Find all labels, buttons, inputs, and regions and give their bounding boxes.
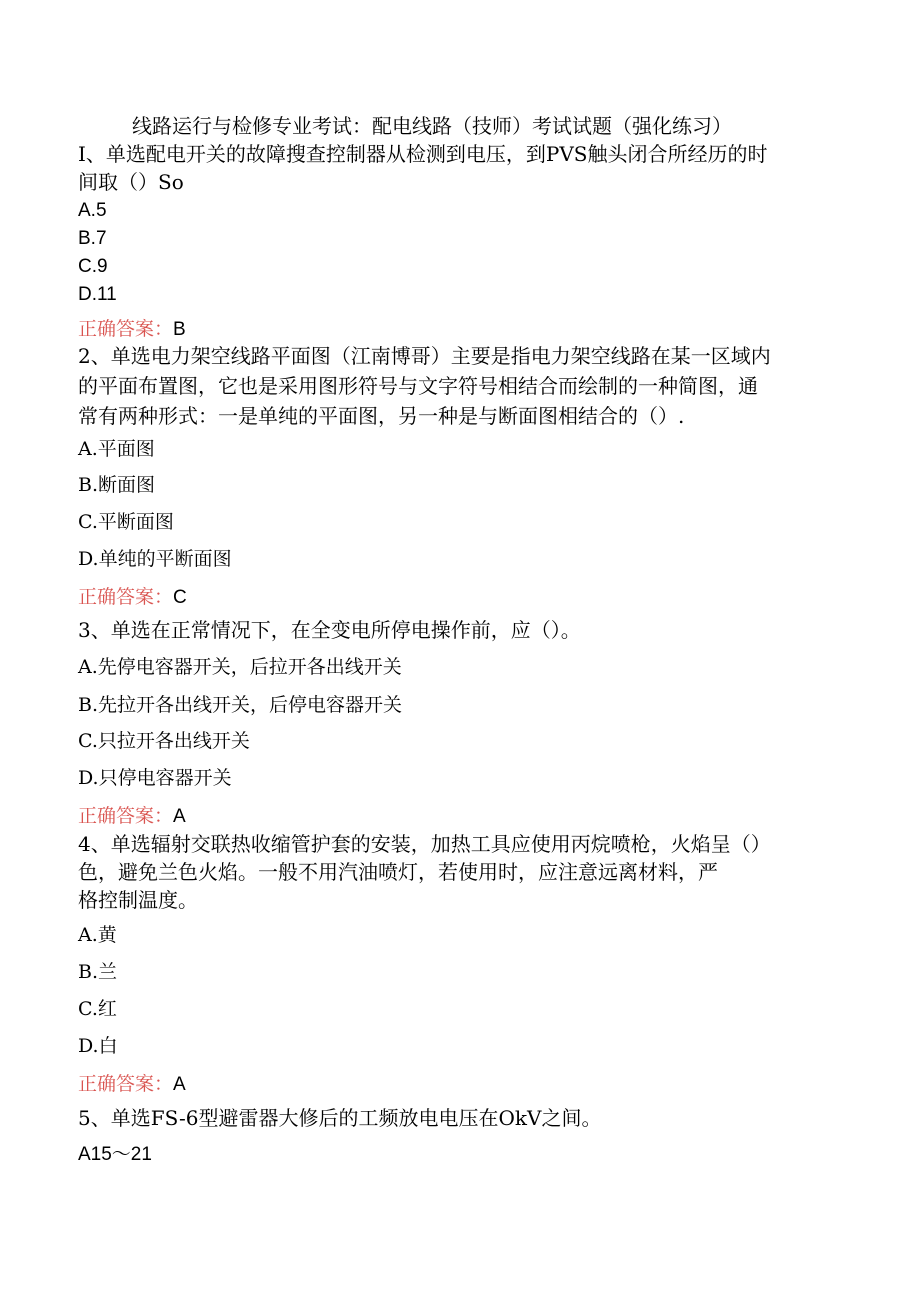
answer-value: A (173, 806, 186, 827)
answer-value: C (173, 587, 187, 608)
question-3-stem-line-1: 3、单选在正常情况下，在全变电所停电操作前，应（）。 (78, 618, 581, 642)
question-3-answer (78, 803, 186, 830)
question-4-stem-line-3: 格控制温度。 (78, 888, 198, 912)
question-2-option-d: D.单纯的平断面图 (78, 548, 232, 570)
question-4-stem-line-1: 4、单选辐射交联热收缩管护套的安装，加热工具应使用丙烷喷枪，火焰呈（） (78, 832, 771, 856)
question-5-option-a: A15～21 (78, 1144, 152, 1165)
question-4-stem-line-2: 色，避免兰色火焰。一般不用汽油喷灯，若使用时，应注意远离材料，严 (78, 860, 718, 884)
question-2-stem-line-3: 常有两种形式：一是单纯的平面图，另一种是与断面图相结合的（）. (78, 404, 685, 428)
document-title: 线路运行与检修专业考试：配电线路（技师）考试试题（强化练习） (132, 114, 732, 138)
answer-label: 正确答案： (78, 805, 174, 827)
question-5-stem-line-1: 5、单选FS-6型避雷器大修后的工频放电电压在OkV之间。 (78, 1106, 602, 1130)
question-1-stem-line-2: 间取（）So (78, 170, 184, 194)
question-3-option-b: B.先拉开各出线开关，后停电容器开关 (78, 694, 403, 716)
question-4-option-a: A.黄 (78, 924, 117, 946)
question-1-option-d: D.11 (78, 284, 117, 305)
answer-label: 正确答案： (78, 586, 174, 608)
question-2-option-a: A.平面图 (78, 438, 155, 460)
question-3-option-c: C.只拉开各出线开关 (78, 730, 250, 752)
question-1-option-c: C.9 (78, 256, 108, 277)
question-3-option-d: D.只停电容器开关 (78, 767, 232, 789)
question-2-option-b: B.断面图 (78, 474, 156, 496)
question-2-option-c: C.平断面图 (78, 511, 174, 533)
answer-label: 正确答案： (78, 318, 174, 340)
question-2-stem-line-1: 2、单选电力架空线路平面图（江南博哥）主要是指电力架空线路在某一区域内 (78, 344, 771, 368)
question-2-stem-line-2: 的平面布置图，它也是采用图形符号与文字符号相结合而绘制的一种简图，通 (78, 374, 758, 398)
question-1-option-b: B.7 (78, 228, 107, 249)
question-3-option-a: A.先停电容器开关，后拉开各出线开关 (78, 656, 402, 678)
question-2-answer (78, 584, 187, 611)
question-1-option-a: A.5 (78, 200, 107, 221)
question-1-answer (78, 316, 186, 343)
question-1-stem-line-1: I、单选配电开关的故障搜查控制器从检测到电压，到PVS触头闭合所经历的时 (78, 142, 768, 166)
answer-label: 正确答案： (78, 1073, 174, 1095)
answer-value: A (173, 1074, 186, 1095)
question-4-option-d: D.白 (78, 1035, 118, 1057)
question-4-answer (78, 1071, 186, 1098)
question-4-option-b: B.兰 (78, 961, 118, 983)
answer-value: B (173, 319, 186, 340)
question-4-option-c: C.红 (78, 998, 117, 1020)
